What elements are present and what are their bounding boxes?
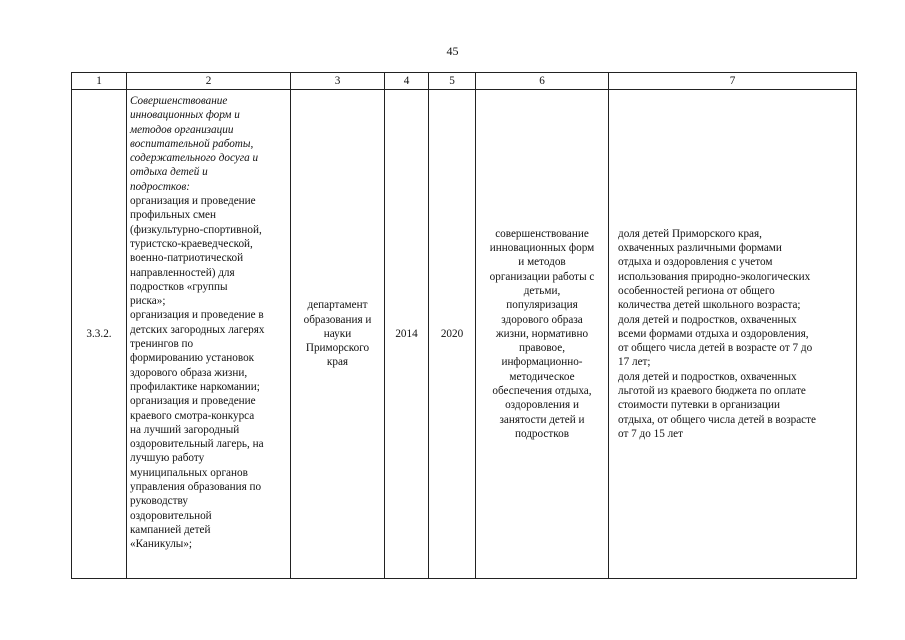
measure-text-line: (физкультурно-спортивной, [130, 223, 262, 236]
executor-cell [291, 90, 385, 579]
year-end: 2020 [429, 90, 476, 579]
result-line: здорового образа [501, 313, 583, 326]
indicator-line: от общего числа детей в возрасте от 7 до [618, 342, 813, 355]
executor [294, 298, 381, 369]
column-header: 3 [291, 73, 385, 90]
measure-text-line: здорового образа жизни, [130, 366, 248, 379]
result-line: совершенствование [495, 227, 589, 240]
indicator-line: льготой из краевого бюджета по оплате [618, 385, 806, 398]
page-number: 45 [446, 44, 459, 58]
measure-text-line: детских загородных лагерях [130, 323, 265, 336]
measure-text-line: организация и проведение в [130, 309, 264, 322]
indicator-line: всеми формами отдыха и оздоровления, [618, 327, 809, 340]
result-line: инновационных форм [489, 242, 595, 255]
indicator-line: особенностей региона от общего [618, 284, 775, 297]
measure-text-line: муниципальных органов [130, 466, 248, 479]
executor-line: образования и [303, 313, 372, 326]
column-header: 6 [476, 73, 609, 90]
table-row [72, 90, 857, 579]
indicator-line: охваченных различными формами [618, 242, 782, 255]
column-header: 2 [127, 73, 291, 90]
executor-line: науки [323, 327, 352, 340]
indicator-line: стоимости путевки в организации [618, 399, 780, 412]
column-header: 7 [609, 73, 857, 90]
measure-text-line: «Каникулы»; [130, 538, 193, 551]
result-line: обеспечения отдыха, [492, 385, 592, 398]
measure-text-line: подростков «группы [130, 280, 228, 293]
measure-text-line: кампанией детей [130, 523, 211, 536]
column-header: 4 [385, 73, 429, 90]
measure-text-line: профильных смен [130, 209, 216, 222]
measure-text-line: туристско-краеведческой, [130, 237, 253, 250]
measure-title-line: воспитательной работы, [130, 137, 254, 150]
row-number: 3.3.2. [72, 90, 127, 579]
measure-text-line: организация и проведение [130, 395, 256, 408]
program-table [71, 72, 857, 579]
measure-title-line: отдыха детей и [130, 166, 208, 179]
year-start: 2014 [385, 90, 429, 579]
measure-title-line: содержательного досуга и [130, 152, 259, 165]
expected-result-cell [476, 90, 609, 579]
measure-title-line: Совершенствование [130, 95, 228, 107]
measure-description [130, 194, 287, 551]
indicator-line: отдыха и оздоровления с учетом [618, 256, 773, 269]
result-line: жизни, нормативно [495, 327, 589, 340]
measure-text-line: руководству [130, 495, 189, 508]
result-line: популяризация [506, 299, 578, 312]
executor-line: Приморского [305, 342, 370, 355]
expected-result [479, 227, 605, 441]
column-header: 5 [429, 73, 476, 90]
result-line: оздоровления и [505, 399, 579, 412]
result-line: правовое, [518, 342, 566, 355]
header-row [72, 73, 857, 90]
measure-text-line: тренингов по [130, 338, 194, 351]
measure-text-line: лучшую работу [130, 452, 205, 465]
result-line: методическое [509, 370, 575, 383]
measure-text-line: оздоровительной [130, 509, 212, 522]
measure-text-line: формированию установок [130, 352, 255, 365]
result-line: организации работы с [489, 270, 595, 283]
target-indicators [618, 227, 852, 441]
indicator-line: использования природно-экологических [618, 270, 811, 283]
measure-text-line: профилактике наркомании; [130, 380, 260, 393]
indicator-line: 17 лет; [618, 356, 651, 369]
result-line: занятости детей и [499, 413, 585, 426]
executor-line: департамент [307, 299, 368, 312]
measure-text-line: военно-патриотической [130, 252, 244, 265]
indicator-line: доля детей и подростков, охваченных [618, 370, 797, 383]
measure-text-line: на лучший загородный [130, 423, 240, 436]
indicator-line: количества детей школьного возраста; [618, 299, 801, 312]
measure-title-line: подростков: [130, 180, 190, 193]
measure-text-line: краевого смотра-конкурса [130, 409, 255, 422]
indicator-line: доля детей и подростков, охваченных [618, 313, 797, 326]
result-line: детьми, [523, 284, 561, 297]
indicator-line: доля детей Приморского края, [618, 227, 762, 240]
measure-text-line: риска»; [130, 295, 166, 308]
measure-text-line: направленностей) для [130, 266, 235, 279]
indicator-line: отдыха, от общего числа детей в возрасте [618, 413, 816, 426]
measure-text-line: организация и проведение [130, 195, 256, 208]
result-line: и методов [518, 256, 566, 269]
column-header: 1 [72, 73, 127, 90]
measure-title-line: методов организации [130, 123, 234, 136]
measure-title [130, 94, 287, 194]
indicator-line: от 7 до 15 лет [618, 427, 684, 440]
result-line: подростков [514, 427, 569, 440]
executor-line: края [326, 356, 349, 369]
measure-text-line: оздоровительный лагерь, на [130, 438, 264, 451]
measure-title-line: инновационных форм и [130, 109, 240, 122]
result-line: информационно- [501, 356, 583, 369]
indicator-cell [609, 90, 857, 579]
measure-cell [127, 90, 291, 579]
measure-text-line: управления образования по [130, 481, 262, 494]
